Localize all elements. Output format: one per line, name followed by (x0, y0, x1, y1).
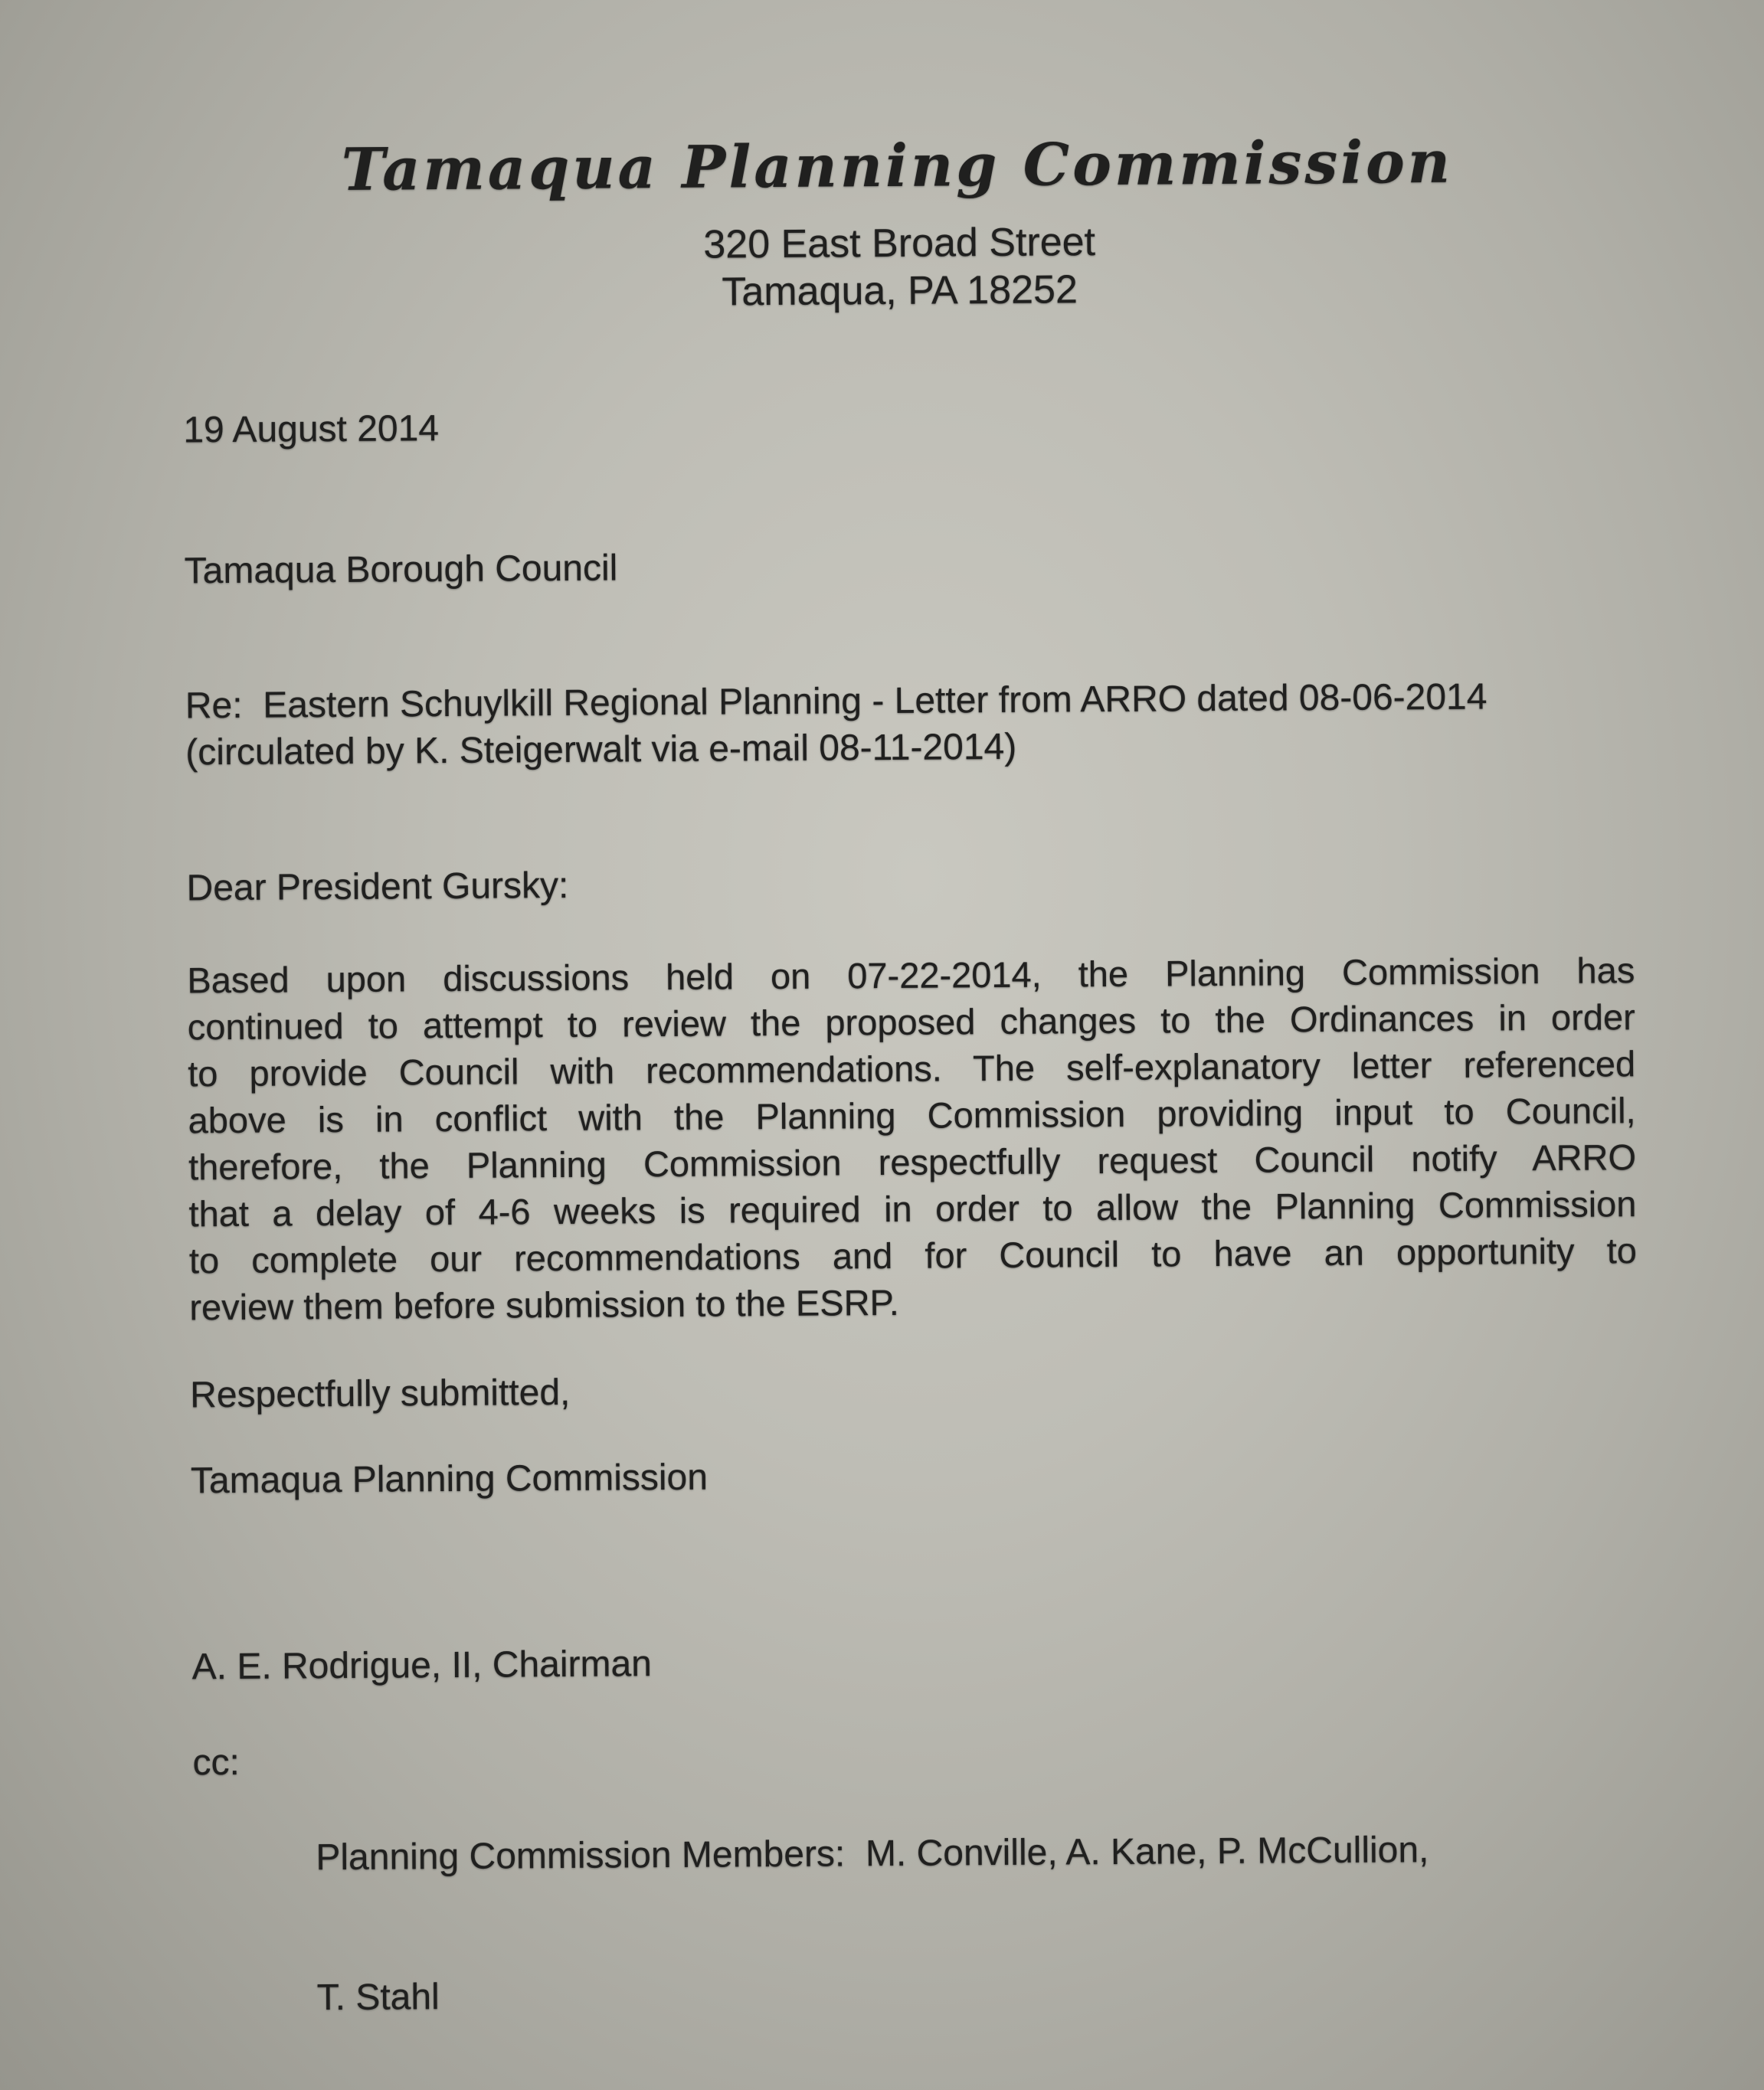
body-line: to complete our recommendations and for Council to have an opportunity to (188, 1230, 1638, 1281)
letterhead-address-line2: Tamaqua, PA 18252 (722, 267, 1078, 315)
cc-block (192, 1733, 1430, 2090)
body-line: therefore, the Planning Commission respectfully request Council notify ARRO (188, 1137, 1637, 1188)
subject-line-2: (circulated by K. Steigerwalt via e-mail 08-11-2014) (185, 726, 1017, 774)
letterhead-organization: Tamaqua Planning Commission (341, 127, 1454, 204)
closing: Respectfully submitted, (189, 1372, 571, 1416)
salutation: Dear President Gursky: (186, 865, 569, 909)
body-line: review them before submission to the ESRP. (189, 1281, 900, 1328)
letter-date: 19 August 2014 (183, 408, 440, 451)
letterhead-address-line1: 320 East Broad Street (703, 220, 1096, 267)
body-line: continued to attempt to review the proposed changes to the Ordinances in order (187, 996, 1635, 1048)
letter-recipient: Tamaqua Borough Council (184, 548, 618, 592)
signature-organization: Tamaqua Planning Commission (190, 1457, 709, 1502)
body-line: above is in conflict with the Planning Commission providing input to Council, (188, 1090, 1636, 1141)
cc-label: cc: (192, 1742, 241, 1784)
subject-line-1: Re: Eastern Schuylkill Regional Planning - Letter from ARRO dated 08-06-2014 (185, 676, 1487, 727)
body-line: Based upon discussions held on 07-22-2014, the Planning Commission has (187, 950, 1635, 1001)
cc-line-1: Planning Commission Members: M. Conville, A. Kane, P. McCullion, (316, 1830, 1429, 1879)
body-line: to provide Council with recommendations. The self-explanatory letter referenced (188, 1043, 1636, 1094)
cc-lines (315, 1733, 1430, 2090)
body-line: that a delay of 4-6 weeks is required in order to allow the Planning Commission (188, 1183, 1637, 1235)
body-paragraph (187, 947, 1637, 1330)
signatory: A. E. Rodrigue, II, Chairman (191, 1644, 653, 1688)
cc-line-2: T. Stahl (316, 1977, 440, 2019)
